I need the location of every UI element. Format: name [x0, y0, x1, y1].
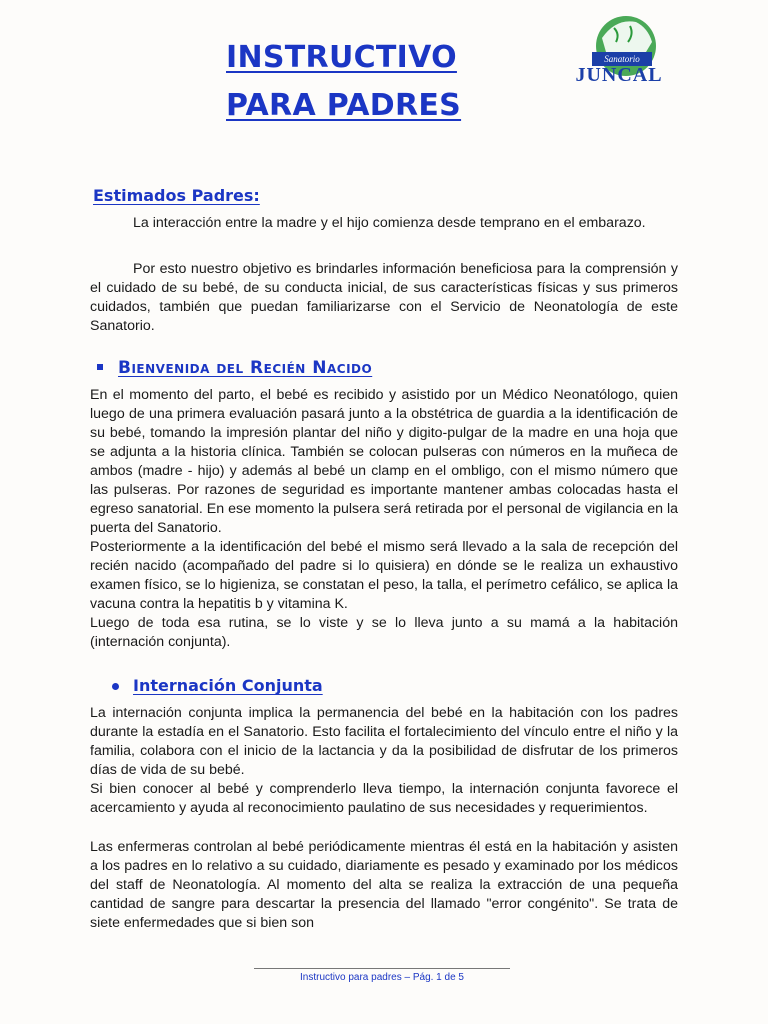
logo-small-text: Sanatorio	[604, 54, 640, 64]
page-footer: Instructivo para padres – Pág. 1 de 5	[300, 972, 464, 983]
footer-divider	[254, 968, 510, 969]
intro-paragraph-1: La interacción entre la madre y el hijo comienza desde temprano en el embarazo.	[133, 215, 646, 231]
intro-paragraph-2: Por esto nuestro objetivo es brindarles información beneficiosa para la comprensión y el cuidado de su bebé, de su conducta inicial, de sus características físicas y sus primeros cuidados, también que puedan familiarizarse con el Servicio de Neonatología de este Sanatorio.	[90, 261, 678, 334]
section1-paragraph-3: Luego de toda esa rutina, se lo viste y se lo lleva junto a su mamá a la habitación (internación conjunta).	[90, 615, 678, 650]
section1-paragraph-1: En el momento del parto, el bebé es recibido y asistido por un Médico Neonatólogo, quien luego de una primera evaluación pasará junto a la obstétrica de guardia a la identificación de su bebé, tomando la impresión plantar del niño y digito-pulgar de la madre en una hoja que se adjunta a la historia clínica. También se colocan pulseras con números en la muñeca de ambos (madre - hijo) y además al bebé un clamp en el ombligo, con el mismo número que las pulseras. Por razones de seguridad es importante mantener ambas colocadas hasta el egreso sanatorial. En ese momento la pulsera será retirada por el personal de vigilancia en la puerta del Sanatorio.	[90, 387, 678, 536]
section2-paragraph-1: La internación conjunta implica la permanencia del bebé en la habitación con los padres durante la estadía en el Sanatorio. Esto facilita el fortalecimiento del vínculo entre el niño y la familia, colabora con el inicio de la lactancia y da la posibilidad de disfrutar de los primeros días de vida de su bebé.	[90, 705, 678, 778]
title-line-1: INSTRUCTIVO	[226, 40, 457, 75]
section-heading-bienvenida: Bienvenida del Recién Nacido	[118, 358, 373, 378]
section2-paragraph-2: Si bien conocer al bebé y comprenderlo lleva tiempo, la internación conjunta favorece el acercamiento y ayuda al reconocimiento paulatino de sus necesidades y requerimientos.	[90, 781, 678, 816]
greeting-heading: Estimados Padres:	[93, 186, 260, 205]
square-bullet-icon	[97, 364, 103, 370]
title-line-2: PARA PADRES	[226, 88, 462, 123]
round-bullet-icon	[112, 683, 119, 690]
section2-paragraph-3: Las enfermeras controlan al bebé periódicamente mientras él está en la habitación y asisten a los padres en lo relativo a su cuidado, diariamente es pesado y examinado por los médicos del staff de Neonatología. Al momento del alta se realiza la extracción de una pequeña cantidad de sangre para descartar la presencia del llamado "error congénito". Se trata de siete enfermedades que si bien son	[90, 839, 678, 931]
logo-brand-text: JUNCAL	[575, 64, 663, 86]
section1-paragraph-2: Posteriormente a la identificación del bebé el mismo será llevado a la sala de recepción del recién nacido (acompañado del padre si lo quisiera) en dónde se le realiza un exhaustivo examen físico, se lo higieniza, se constatan el peso, la talla, el perímetro cefálico, se aplica la vacuna contra la hepatitis b y vitamina K.	[90, 539, 678, 612]
section-heading-internacion: Internación Conjunta	[133, 676, 323, 695]
page-title	[226, 34, 476, 130]
